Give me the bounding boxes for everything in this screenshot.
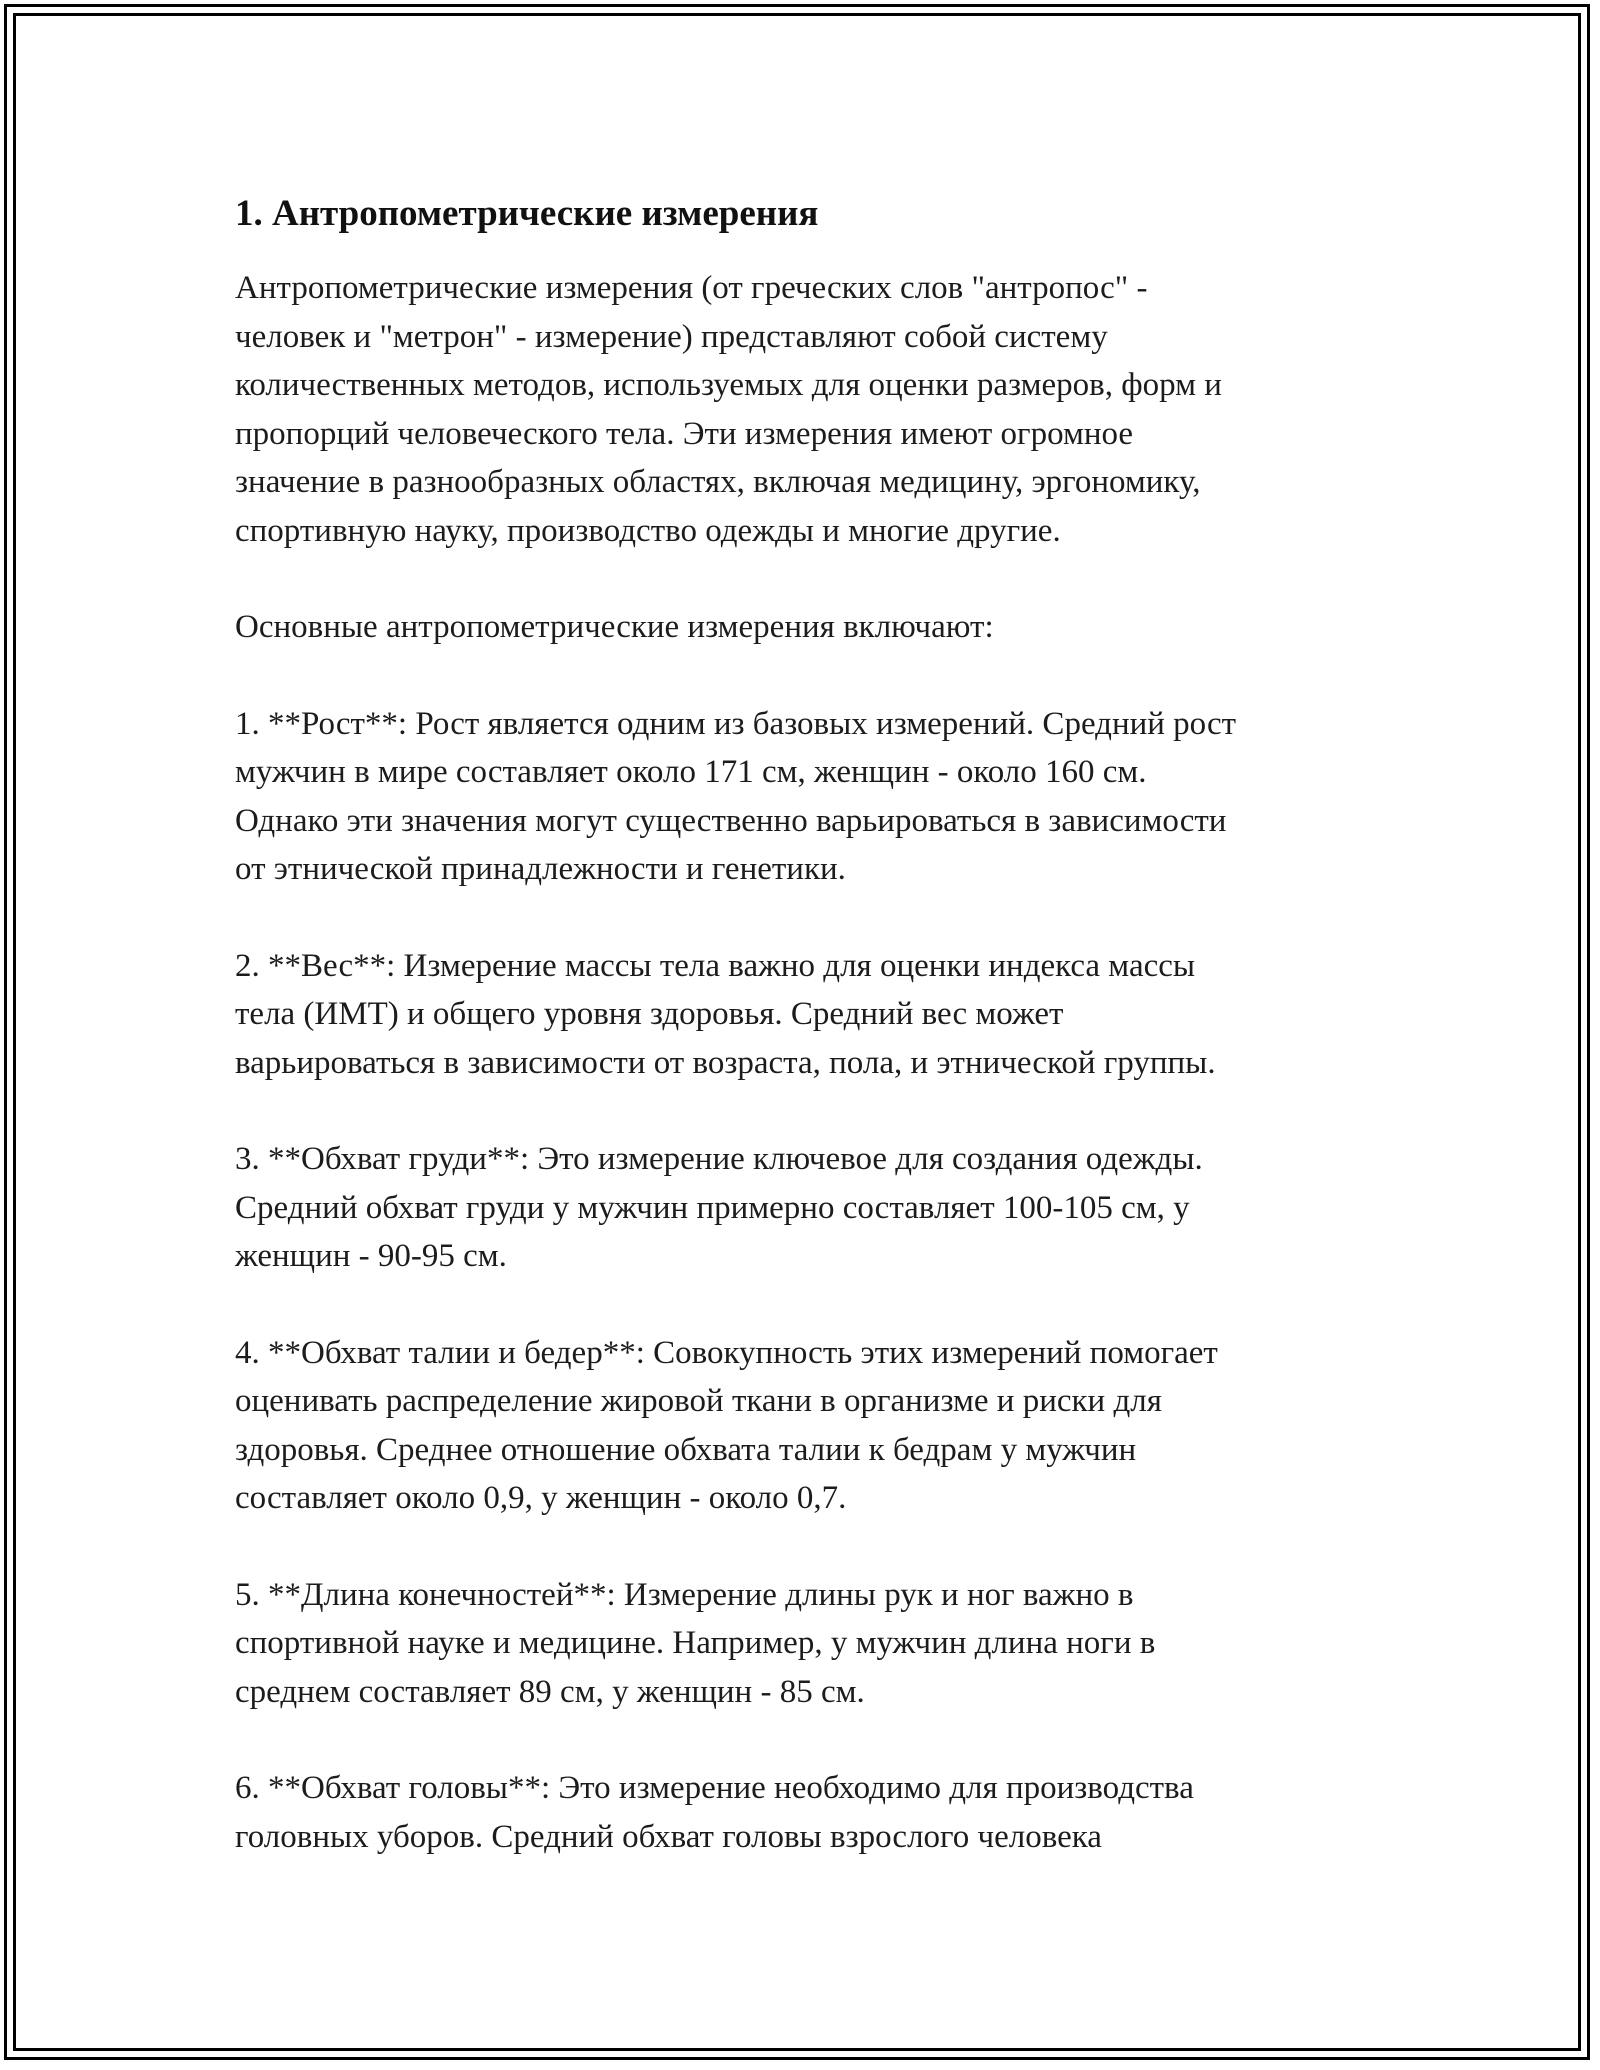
document-body (235, 188, 1365, 1861)
list-item-head: 6. **Обхват головы**: Это измерение необходимо для производства головных уборов. Средний обхват головы взрослого человека (235, 1770, 1194, 1855)
intro-paragraph: Антропометрические измерения (от греческих слов "антропос" - человек и "метрон" - измерение) представляют собой систему количественных методов, используемых для оценки размеров, форм и пропорций человеческого тела. Эти измерения имеют огромное значение в разнообразных областях, включая медицину, эргономику, спортивную науку, производство одежды и многие другие. (235, 270, 1222, 549)
list-item-height: 1. **Рост**: Рост является одним из базовых измерений. Средний рост мужчин в мире составляет около 171 см, женщин - около 160 см. Однако эти значения могут существенно варьироваться в зависимости от этнической принадлежности и генетики. (235, 705, 1237, 887)
section-heading: 1. Антропометрические измерения (235, 193, 819, 234)
list-intro-paragraph: Основные антропометрические измерения включают: (235, 609, 994, 645)
list-item-weight: 2. **Вес**: Измерение массы тела важно для оценки индекса массы тела (ИМТ) и общего уровня здоровья. Средний вес может варьироваться в зависимости от возраста, пола, и этнической группы. (235, 947, 1216, 1081)
list-item-chest: 3. **Обхват груди**: Это измерение ключевое для создания одежды. Средний обхват груди у мужчин примерно составляет 100-105 см, у женщин - 90-95 см. (235, 1141, 1203, 1274)
list-item-limbs: 5. **Длина конечностей**: Измерение длины рук и ног важно в спортивной науке и медицине. Например, у мужчин длина ноги в среднем составляет 89 см, у женщин - 85 см. (235, 1576, 1156, 1710)
list-item-waist-hips: 4. **Обхват талии и бедер**: Совокупность этих измерений помогает оценивать распределение жировой ткани в организме и риски для здоровья. Среднее отношение обхвата талии к бедрам у мужчин составляет около 0,9, у женщин - около 0,7. (235, 1334, 1218, 1516)
